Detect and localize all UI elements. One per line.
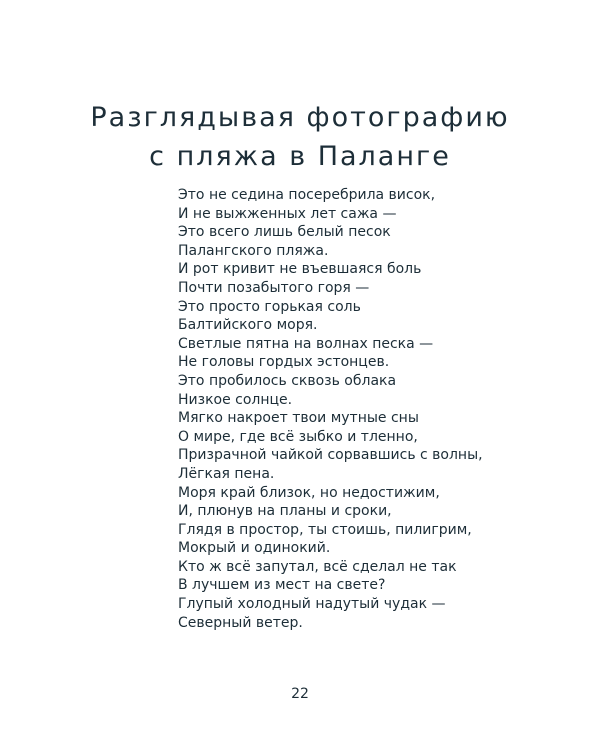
poem-title-line-2: с пляжа в Паланге bbox=[149, 141, 451, 172]
poem-line: Лёгкая пена. bbox=[178, 465, 275, 482]
poem-line: И рот кривит не въевшаяся боль bbox=[178, 261, 422, 278]
poem-line: Светлые пятна на волнах песка — bbox=[178, 335, 434, 352]
poem-line: Почти позабытого горя — bbox=[178, 279, 370, 296]
poem-line: Северный ветер. bbox=[178, 614, 303, 631]
poem-line: Не головы гордых эстонцев. bbox=[178, 354, 390, 371]
poem-line: Это не седина посеребрила висок, bbox=[178, 187, 436, 203]
poem-line: Призрачной чайкой сорвавшись с волны, bbox=[178, 447, 483, 464]
poem-line: Палангского пляжа. bbox=[178, 242, 329, 259]
poem-line: Кто ж всё запутал, всё сделал не так bbox=[178, 558, 457, 575]
poem-line: Глядя в простор, ты стоишь, пилигрим, bbox=[178, 521, 472, 538]
poem-line: Балтийского моря. bbox=[178, 317, 318, 334]
poem-line: И, плюнув на планы и сроки, bbox=[178, 503, 392, 520]
poem-line: О мире, где всё зыбко и тленно, bbox=[178, 428, 418, 445]
poem-line: Моря край близок, но недостижим, bbox=[178, 484, 440, 501]
poem-body bbox=[178, 186, 578, 632]
poem-line: Низкое солнце. bbox=[178, 391, 293, 408]
poem-line: В лучшем из мест на свете? bbox=[178, 577, 386, 594]
poem-line: Глупый холодный надутый чудак — bbox=[178, 596, 446, 613]
poem-line: И не выжженных лет сажа — bbox=[178, 205, 397, 222]
poem-line: Это просто горькая соль bbox=[178, 298, 361, 315]
poem-title bbox=[0, 98, 600, 176]
page-number: 22 bbox=[291, 686, 309, 702]
poem-line: Это всего лишь белый песок bbox=[178, 224, 391, 241]
poem-title-line-1: Разглядывая фотографию bbox=[90, 102, 510, 133]
poem-line: Это пробилось сквозь облака bbox=[178, 372, 397, 389]
poem-line: Мягко накроет твои мутные сны bbox=[178, 410, 419, 427]
poem-line: Мокрый и одинокий. bbox=[178, 540, 331, 557]
